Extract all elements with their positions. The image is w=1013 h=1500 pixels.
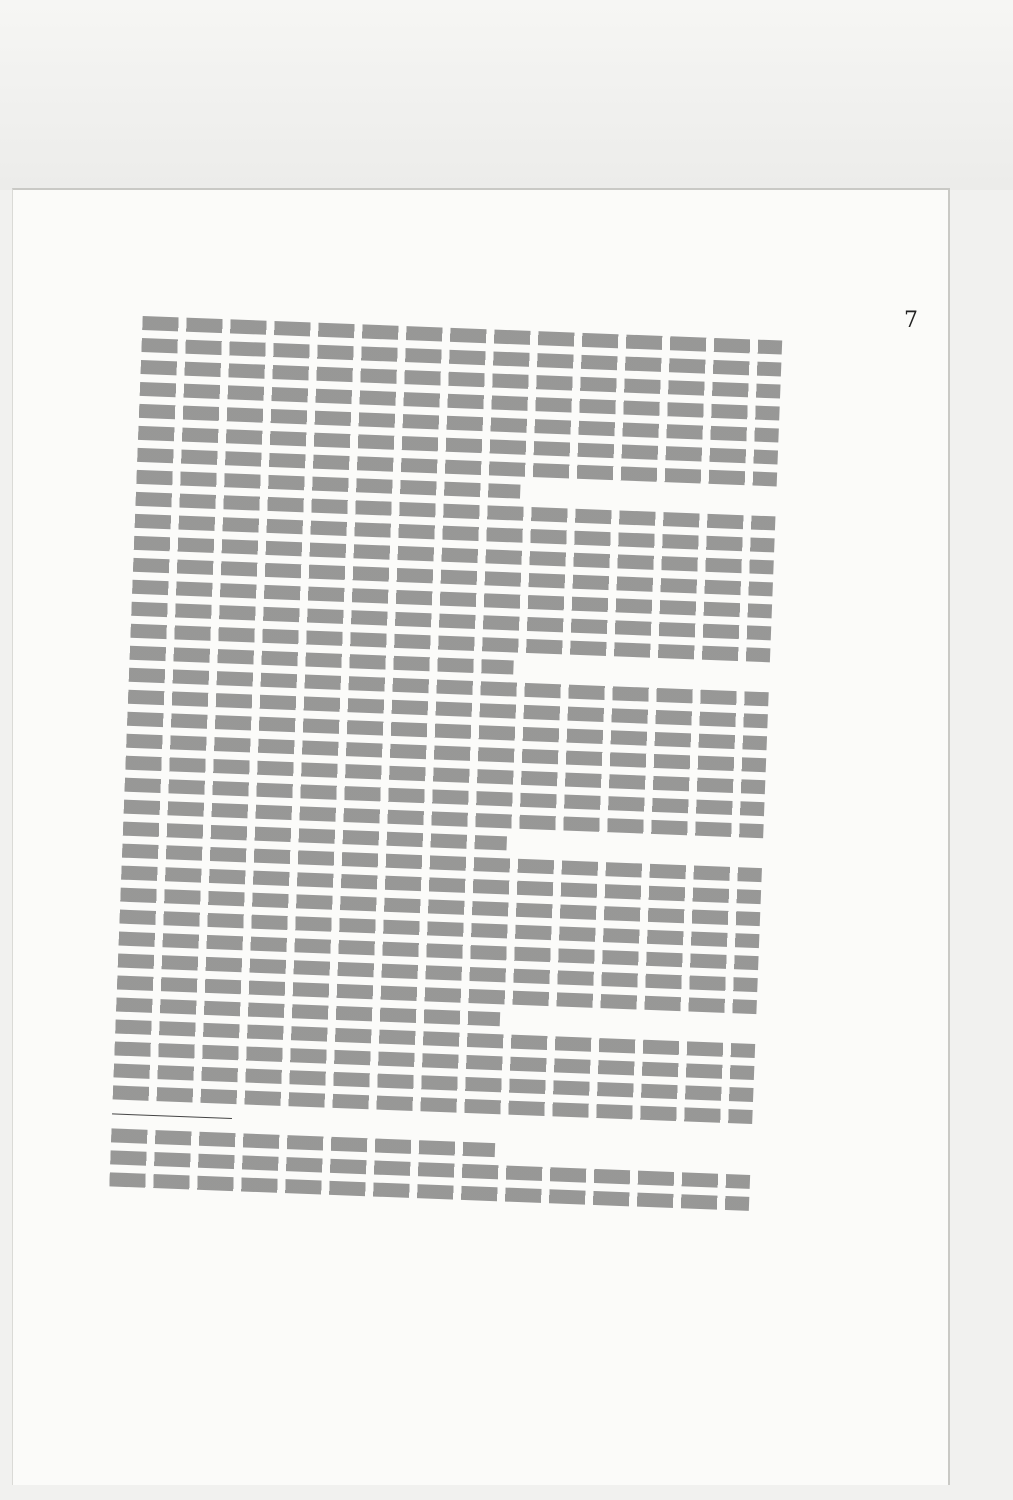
body-text-placeholder: [102, 308, 782, 1392]
scan-margin-top: [0, 0, 1013, 190]
page-number: 7: [904, 308, 918, 333]
page-sheet: [12, 188, 950, 1485]
footnote-rule: [112, 1113, 232, 1119]
